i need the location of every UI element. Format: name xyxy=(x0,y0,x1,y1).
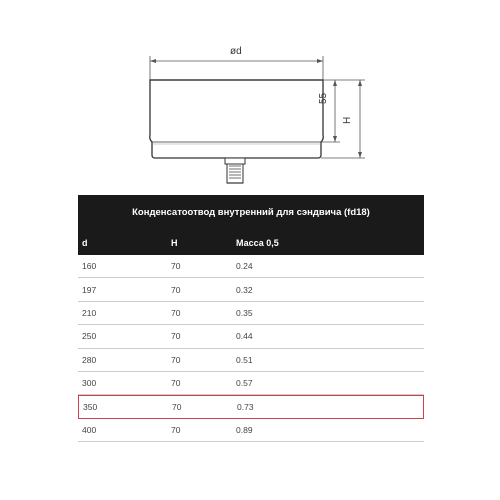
table-header-row xyxy=(78,230,424,255)
diameter-label: ød xyxy=(230,46,242,57)
table-row xyxy=(78,278,424,301)
cell-d: 280 xyxy=(82,354,97,365)
header-h: H xyxy=(171,237,178,248)
table-row xyxy=(78,372,424,395)
technical-drawing xyxy=(0,0,500,195)
cell-mass: 0.89 xyxy=(236,424,253,435)
cell-mass: 0.24 xyxy=(236,261,253,272)
specs-table xyxy=(78,195,424,442)
cell-d: 197 xyxy=(82,284,97,295)
table-row xyxy=(78,419,424,442)
cell-d: 210 xyxy=(82,307,97,318)
cell-h: 70 xyxy=(171,378,181,389)
nozzle-pipe xyxy=(227,164,243,183)
cell-mass: 0.35 xyxy=(236,307,253,318)
table-row xyxy=(78,349,424,372)
cell-d: 250 xyxy=(82,331,97,342)
table-row xyxy=(78,255,424,278)
cell-h: 70 xyxy=(171,331,181,342)
cell-mass: 0.57 xyxy=(236,378,253,389)
cell-d: 400 xyxy=(82,424,97,435)
cell-h: 70 xyxy=(172,402,182,413)
cell-h: 70 xyxy=(171,307,181,318)
cell-d: 160 xyxy=(82,261,97,272)
height-55-label: 55 xyxy=(318,92,329,104)
cell-d: 300 xyxy=(82,378,97,389)
cell-h: 70 xyxy=(171,261,181,272)
table-row xyxy=(78,302,424,325)
header-mass: Масса 0,5 xyxy=(236,237,279,248)
cell-mass: 0.44 xyxy=(236,331,253,342)
table-title: Конденсатоотвод внутренний для сэндвича (fd18) xyxy=(78,195,424,230)
drain-body-outline xyxy=(150,80,324,158)
header-d: d xyxy=(82,237,88,248)
cell-h: 70 xyxy=(171,424,181,435)
table-row xyxy=(78,325,424,348)
cell-mass: 0.51 xyxy=(236,354,253,365)
cell-h: 70 xyxy=(171,284,181,295)
cell-mass: 0.73 xyxy=(237,402,254,413)
cell-h: 70 xyxy=(171,354,181,365)
cell-mass: 0.32 xyxy=(236,284,253,295)
table-row-highlighted xyxy=(78,395,424,418)
nozzle-collar xyxy=(225,158,245,164)
cell-d: 350 xyxy=(83,402,98,413)
condensate-drain-drawing xyxy=(0,0,500,195)
height-h-label: H xyxy=(342,116,353,124)
